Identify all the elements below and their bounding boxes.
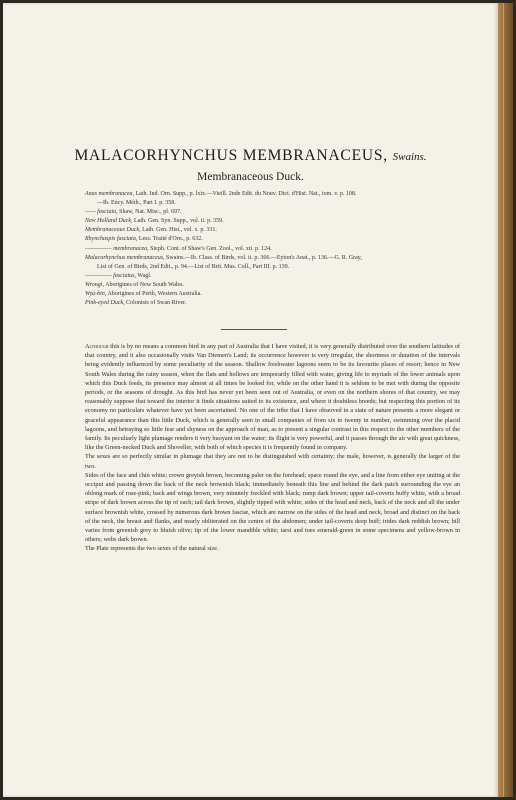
synonym-name: Anas membranacea, <box>85 191 134 197</box>
synonym-reference: Colonists of Swan River. <box>124 300 187 307</box>
synonym-reference: Lath. Gen. Hist., vol. x. p. 331. <box>140 227 217 234</box>
body-paragraph <box>85 452 460 470</box>
common-name: Membranaceous Duck. <box>197 171 304 183</box>
species-author: Swains. <box>392 151 427 163</box>
synonym-name: Membranaceous Duck, <box>85 227 141 234</box>
synonym-entry <box>85 226 465 235</box>
synonym-entry <box>85 217 465 226</box>
synonym-name: ————— fasciatus, <box>85 272 137 279</box>
body-text <box>85 342 460 554</box>
document-page <box>3 3 498 797</box>
synonym-reference: Lath. Gen. Syn. Supp., vol. ii. p. 359. <box>132 218 224 225</box>
synonym-name: —— fasciata, <box>85 209 118 216</box>
synonym-reference: Lath. Ind. Orn. Supp., p. lxix.—Vieill. 2nde Edit. du Nouv. Dict. d'Hist. Nat., tom. v. p. 108. <box>134 191 357 197</box>
synonym-entry <box>85 299 465 308</box>
synonym-entry <box>85 254 465 263</box>
species-title <box>3 147 498 165</box>
synonym-entry <box>85 190 465 199</box>
paragraph-lead: Although <box>85 343 109 350</box>
book-edge <box>498 3 513 797</box>
synonym-entry <box>85 272 465 281</box>
synonym-entry <box>85 208 465 217</box>
paragraph-text: The sexes are so perfectly similar in plumage that they are not to be distinguished with certainty; the male, however, is generally the larger of the two. <box>85 453 460 470</box>
synonym-name: New Holland Duck, <box>85 218 133 225</box>
synonym-entry <box>85 245 465 254</box>
paragraph-text: Sides of the face and chin white; crown greyish brown, becoming paler on the forehead; space round the eye, and a line from either eye uniting at the occiput and passing down the back of the neck brownish black; immediately beneath this line and behind the dark patch surrounding the eye an oblong mark of rose-pink; back and wings brown, very minutely freckled with black; rump dark brown; upper tail-coverts buffy white, with a broad stripe of dark brown across the tip of each; tail dark brown, slightly tipped with white; sides of the head and neck, back of the neck and all the under surface brownish white, crossed by numerous dark brown fasciæ, which are narrow on the sides of the head and neck, broad and distinct on the back of the neck, the breast and flanks, and nearly obliterated on the centre of the abdomen; under tail-coverts deep buff; irides dark reddish brown; bill varies from greenish grey to bluish olive; tip of the lower mandible white; tarsi and toes emerald-green in some specimens and yellow-brown in others; webs dark brown. <box>85 471 460 544</box>
synonym-name: Wrongi, <box>85 281 104 288</box>
synonym-entry <box>85 263 465 272</box>
synonym-name: Rhynchaspis fasciata, <box>85 236 138 243</box>
body-paragraph <box>85 544 460 553</box>
synonym-reference: Aborigines of New South Wales. <box>103 281 185 288</box>
synonym-reference: —Ib. Ency. Méth., Part I. p. 358. <box>97 200 176 207</box>
synonym-reference: Shaw, Nat. Misc., pl. 697. <box>117 209 182 216</box>
synonym-name: Pink-eyed Duck, <box>85 300 125 307</box>
synonym-reference: List of Gen. of Birds, 2nd Edit., p. 94.—List of Brit. Mus. Coll., Part III. p. 139. <box>97 263 290 270</box>
synonym-reference: Less. Traité d'Orn., p. 632. <box>137 236 203 243</box>
synonym-entry <box>85 199 465 208</box>
body-paragraph <box>85 471 460 545</box>
page-header <box>3 147 498 183</box>
synonym-reference: Swains.—Ib. Class. of Birds, vol. ii. p. 366.—Eyton's Anat., p. 136.—G. R. Gray, <box>164 254 362 261</box>
synonym-reference: Wagl. <box>136 272 152 279</box>
synonym-name: Malacorhynchus membranaceus, <box>85 254 165 261</box>
paragraph-text: The Plate represents the two sexes of the natural size. <box>85 545 219 553</box>
species-name: MALACORHYNCHUS MEMBRANACEUS, <box>74 147 388 164</box>
synonym-entry <box>85 290 465 299</box>
body-paragraph <box>85 342 460 452</box>
synonym-entry <box>85 235 465 244</box>
synonym-entry <box>85 281 465 290</box>
paragraph-text: this is by no means a common bird in any part of Australia that I have visited, it is very generally distributed over the southern latitudes of that country, and it also occasionally visits Van Diemen's Land; its occurrence however is very irregular, the shortness or duration of the intervals being evidently influenced by some peculiarity of the season. Shallow freshwater lagoons seem to be its favourite places of resort; hence in New South Wales during the rainy season, when the flats and hollows are temporarily filled with water, giving life to myriads of the lower animals upon which this Duck feeds, its presence may almost at all times be looked for, while on the other hand it is seldom to be met with during the opposite periods, or the seasons of drought. As this bird has never yet been seen out of Australia, or even on the northern shores of that country, we may reasonably suppose that toward the interior it finds situations suited to its existence, and where it doubtless breeds; but respecting this portion of its economy no particulars whatever have yet been ascertained. No one of the tribe that I have observed in a state of nature presents a more elegant or graceful appearance than this little Duck, which is generally seen in small companies of from six to twenty in number, swimming over the placid lagoons, and betraying so little fear and shyness on the approach of man, as to present a singular contrast in this respect to the other members of the family. Its peculiarly light plumage renders it very buoyant on the water; its flight is very powerful, and it passes through the air with great quickness, like the Green-necked Duck and Shoveller, with both of which species it is frequently found in company. <box>85 343 460 452</box>
synonym-name: ————— membranacea, <box>85 245 149 252</box>
synonym-reference: Aborigines of Perth, Western Australia. <box>106 291 202 298</box>
section-divider <box>221 329 287 330</box>
synonymy-list <box>85 190 465 308</box>
synonym-name: Wyú-bin, <box>85 291 107 298</box>
synonym-reference: Steph. Cont. of Shaw's Gen. Zool., vol. xii. p. 124. <box>148 245 272 252</box>
